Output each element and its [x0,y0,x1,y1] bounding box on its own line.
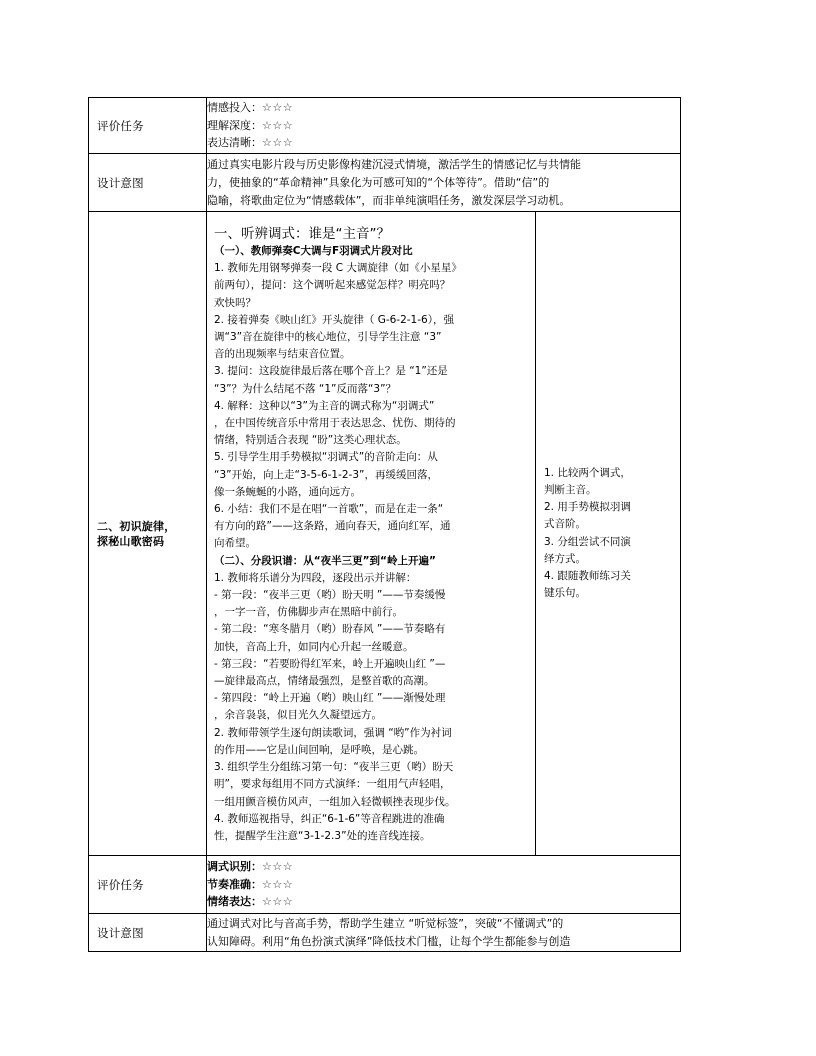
rating-stars-icon: ☆☆☆ [262,118,294,132]
step-line: 音的出现频率与结束音位置。 [214,348,351,361]
step-line: 4. 教师巡视指导，纠正“6-1-6”等音程跳进的准确 [214,812,445,825]
eval-item-label: 表达清晰： [207,136,262,150]
eval-item-label: 情感投入： [207,101,262,115]
intent-line: 隐喻，将歌曲定位为“情感载体”，而非单纯演唱任务，激发深层学习动机。 [207,193,571,207]
step-line: 6. 小结：我们不是在唱“一首歌”，而是在走一条“ [214,503,444,516]
step-line: 2. 教师带领学生逐句朗读歌词，强调 “哟”作为衬词 [214,726,452,739]
step-line: ，余音袅袅，似目光久久凝望远方。 [214,709,382,722]
step-line: - 第一段：“夜半三更（哟）盼天明 ”——节奏缓慢 [214,589,446,602]
eval-item-label: 节奏准确： [207,877,262,891]
step-line: 3. 组织学生分组练习第一句：“夜半三更（哟）盼天 [214,761,454,774]
rating-stars-icon: ☆☆☆ [262,860,294,874]
step-line: 加快，音高上升，如同内心升起一丝暖意。 [214,640,414,653]
section-heading: 一、听辨调式：谁是“主音”？ [214,226,390,242]
teacher-activity-cell [207,212,536,856]
step-line: 向希望。 [214,537,256,550]
intent-label-1: 设计意图 [89,154,207,212]
step-line: - 第三段：“若要盼得红军来，岭上开遍映山红 ”— [214,657,446,670]
intent-line: 力，使抽象的“革命精神”具象化为可感可知的“个体等待”。借助“信”的 [207,175,550,189]
rating-stars-icon: ☆☆☆ [262,877,294,891]
rating-stars-icon: ☆☆☆ [262,895,294,909]
intent-line: 通过调式对比与音高手势，帮助学生建立 “听觉标签”，突破“不懂调式”的 [207,916,564,930]
step-line: 4. 解释：这种以“3”为主音的调式称为“羽调式” [214,399,435,412]
step-line: ，在中国传统音乐中常用于表达思念、忧伤、期待的 [214,417,456,430]
eval-items-1 [207,98,681,154]
step-line: “3”？为什么结尾不落 “1”反而落“3”？ [214,382,397,395]
step-line: 3. 提问：这段旋律最后落在哪个音上？是 “1”还是 [214,365,448,378]
activity-line: 4. 跟随教师练习关 [544,569,631,582]
eval-row-2 [89,856,681,914]
stage-label-line-2: 探秘山歌密码 [97,534,165,548]
eval-item [207,117,680,134]
intent-row-1 [89,154,681,212]
intent-text-2 [207,914,681,952]
intent-text-1 [207,154,681,212]
intent-label-2: 设计意图 [89,914,207,952]
eval-row-1 [89,98,681,154]
activity-line: 1. 比较两个调式， [544,466,631,479]
step-line: —旋律最高点，情绪最强烈，是整首歌的高潮。 [214,675,435,688]
intent-line: 认知障碍。利用“角色扮演式演绎”降低技术门槛，让每个学生都能参与创造 [207,934,571,948]
activity-line: 判断主音。 [544,483,597,496]
step-line: - 第二段：“寒冬腊月（哟）盼春风 ”——节奏略有 [214,623,446,636]
eval-item-label: 理解深度： [207,118,262,132]
eval-item [207,876,680,893]
eval-label-1: 评价任务 [89,98,207,154]
stage-label [89,212,207,856]
process-row [89,212,681,856]
subsection-heading-1: （一）、教师弹奏C大调与F羽调式片段对比 [214,245,413,257]
intent-row-2 [89,914,681,952]
stage-label-line-1: 二、初识旋律， [97,519,176,533]
step-line: 调“3”音在旋律中的核心地位，引导学生注意 “3” [214,331,442,344]
eval-item-label: 情绪表达： [207,895,262,909]
step-line: “3”开始，向上走“3-5-6-1-2-3”，再缓缓回落， [214,468,438,481]
eval-item-label: 调式识别： [207,860,262,874]
step-line: 性，提醒学生注意“3-1-2.3”处的连音线连接。 [214,829,431,842]
activity-line: 绎方式。 [544,552,586,565]
step-line: ，一字一音，仿佛脚步声在黑暗中前行。 [214,606,403,619]
eval-item [207,893,680,910]
step-line: 1. 教师将乐谱分为四段，逐段出示并讲解： [214,571,417,584]
eval-label-2: 评价任务 [89,856,207,914]
step-line: 一组用颤音模仿风声，一组加入轻微顿挫表现步伐。 [214,795,456,808]
activity-line: 键乐句。 [544,587,586,600]
step-line: 5. 引导学生用手势模拟“羽调式”的音阶走向：从 [214,451,438,464]
eval-item [207,99,680,116]
step-line: 明”，要求每组用不同方式演绎：一组用气声轻唱， [214,778,451,791]
rating-stars-icon: ☆☆☆ [262,136,294,150]
activity-line: 式音阶。 [544,518,586,531]
eval-item [207,858,680,875]
step-line: 像一条蜿蜒的小路，通向远方。 [214,485,361,498]
step-line: 的作用——它是山间回响，是呼唤，是心跳。 [214,743,424,756]
activity-line: 2. 用手势模拟羽调 [544,501,631,514]
step-line: 欢快吗？ [214,296,256,309]
eval-item [207,134,680,151]
eval-items-2 [207,856,681,914]
step-line: 前两句），提问：这个调听起来感觉怎样？明亮吗？ [214,279,451,292]
rating-stars-icon: ☆☆☆ [262,101,294,115]
lesson-plan-table [88,97,681,952]
step-line: 情绪，特别适合表现 “盼”这类心理状态。 [214,434,407,447]
subsection-heading-2: （二）、分段识谱：从“夜半三更”到“岭上开遍” [214,554,436,567]
step-line: 2. 接着弹奏《映山红》开头旋律（ G-6-2-1-6），强 [214,313,454,326]
step-line: 1. 教师先用钢琴弹奏一段 C 大调旋律（如《小星星》 [214,262,462,275]
step-line: - 第四段：“岭上开遍（哟）映山红 ”——渐慢处理 [214,692,446,705]
step-line: 有方向的路”——这条路，通向春天，通向红军，通 [214,520,451,533]
student-activity-cell [536,212,681,856]
activity-line: 3. 分组尝试不同演 [544,535,631,548]
intent-line: 通过真实电影片段与历史影像构建沉浸式情境，激活学生的情感记忆与共情能 [207,157,581,171]
